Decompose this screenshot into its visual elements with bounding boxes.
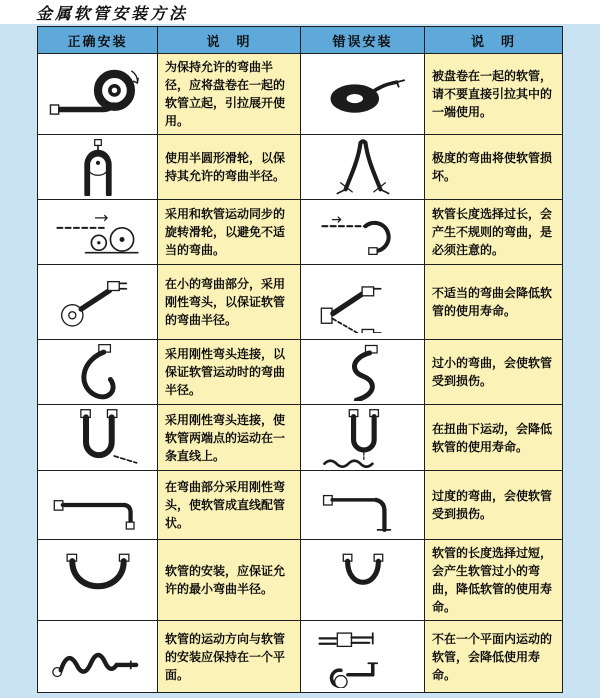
wrong-desc-cell: 极度的弯曲将使软管损坏。 [425,135,563,200]
single-plane-trap-icon [45,626,151,688]
correct-desc-cell: 使用半圆形滑轮，以保持其允许的弯曲半径。 [158,135,301,200]
correct-desc-cell: 在弯曲部分采用刚性弯头，使软管成直线配管状。 [158,471,301,540]
wrong-desc-cell: 在扭曲下运动，会降低软管的使用寿命。 [425,405,563,471]
wrong-image-cell [301,405,425,471]
header-correct-install: 正确安装 [38,27,158,54]
narrow-u-too-short-icon [313,550,413,610]
correct-desc-cell: 采用刚性弯头连接，以保证软管运动时的弯曲半径。 [158,340,301,405]
correct-image-cell [38,471,158,540]
correct-desc-cell: 在小的弯曲部分，采用刚性弯头，以保证软管的弯曲半径。 [158,265,301,340]
wrong-image-cell [301,340,425,405]
correct-image-cell [38,54,158,135]
table-row [38,405,563,471]
wrong-desc-cell: 软管长度选择过长，会产生不规则的弯曲，是必须注意的。 [425,200,563,265]
straight-piping-elbow-icon [45,475,151,535]
wrong-desc-cell: 过度的弯曲，会使软管受到损伤。 [425,471,563,540]
correct-image-cell [38,200,158,265]
correct-desc-cell: 软管的安装，应保证允许的最小弯曲半径。 [158,540,301,621]
table-row [38,265,563,340]
wrong-desc-cell: 被盘卷在一起的软管，请不要直接引拉其中的一端使用。 [425,54,563,135]
wrong-desc-cell: 过小的弯曲，会使软管受到损伤。 [425,340,563,405]
table-row [38,540,563,621]
header-wrong-install: 错误安装 [301,27,425,54]
out-of-plane-hoses-icon [313,626,413,688]
header-wrong-explanation: 说 明 [425,27,563,54]
improper-y-bend-icon [313,271,413,333]
table-row [38,471,563,540]
semicircular-pulley-icon [48,138,148,196]
wrong-desc-cell: 不适当的弯曲会降低软管的使用寿命。 [425,265,563,340]
rigid-elbow-flange-icon [48,271,148,333]
correct-desc-cell: 采用刚性弯头连接，使软管两端点的运动在一条直线上。 [158,405,301,471]
wrong-desc-cell: 软管的长度选择过短，会产生软管过小的弯曲，降低软管的使用寿命。 [425,540,563,621]
u-hose-aligned-ends-icon [48,408,148,468]
l-shaped-overbend-icon [313,475,413,535]
s-hook-small-bend-icon [313,343,413,401]
table-row [38,135,563,200]
correct-image-cell [38,340,158,405]
hose-installation-table [37,26,563,693]
irregular-loop-hook-icon [313,203,413,261]
correct-image-cell [38,265,158,340]
wrong-image-cell [301,265,425,340]
correct-desc-cell: 为保持允许的弯曲半径，应将盘卷在一起的软管立起，引拉展开使用。 [158,54,301,135]
extreme-bend-hairpin-icon [313,138,413,196]
correct-image-cell [38,405,158,471]
correct-desc-cell: 软管的运动方向与软管的安装应保持在一个平面。 [158,621,301,693]
u-hose-twisted-icon [313,408,413,468]
rigid-elbow-j-curve-icon [48,343,148,401]
wrong-image-cell [301,200,425,265]
wrong-image-cell [301,54,425,135]
wrong-image-cell [301,621,425,693]
table-row [38,54,563,135]
wide-u-min-radius-icon [45,550,151,610]
wrong-image-cell [301,471,425,540]
wrong-image-cell [301,135,425,200]
table-header-row [38,27,563,54]
correct-desc-cell: 采用和软管运动同步的旋转滑轮，以避免不适当的弯曲。 [158,200,301,265]
rotating-pulley-track-icon [45,203,151,261]
header-correct-explanation: 说 明 [158,27,301,54]
coiled-hose-unrolled-icon [45,62,151,126]
wrong-image-cell [301,540,425,621]
table-row [38,200,563,265]
table-row [38,621,563,693]
coil-pulled-from-end-icon [310,62,416,126]
correct-image-cell [38,540,158,621]
table-row [38,340,563,405]
page-title: 金属软管安装方法 [36,4,189,23]
correct-image-cell [38,621,158,693]
wrong-desc-cell: 不在一个平面内运动的软管，会降低使用寿命。 [425,621,563,693]
correct-image-cell [38,135,158,200]
